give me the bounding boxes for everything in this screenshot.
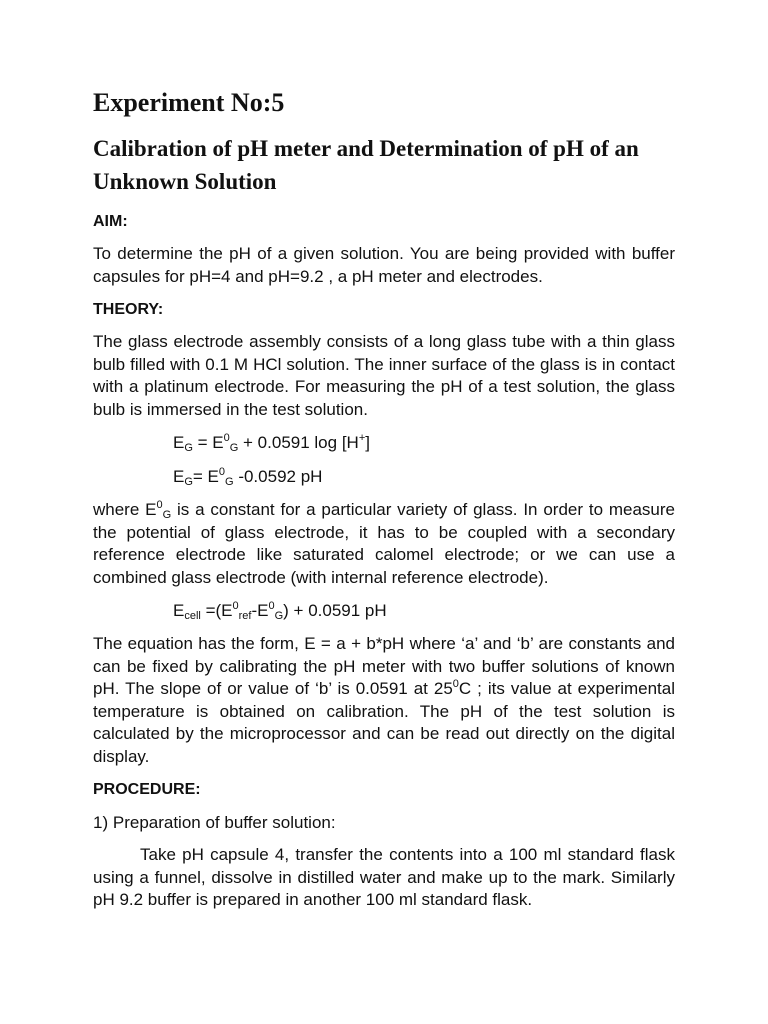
- eq1-sup: +: [358, 432, 366, 444]
- eq1-term: = E: [192, 433, 224, 452]
- eq3-sup: 0: [268, 600, 275, 612]
- para3-sup: 0: [452, 678, 459, 690]
- para2-sub: G: [162, 509, 172, 521]
- procedure-heading: PROCEDURE:: [93, 781, 201, 798]
- eq3-sup: 0: [232, 600, 239, 612]
- equation-2: [173, 465, 675, 488]
- eq3-term: E: [173, 601, 185, 620]
- eq2-term: -0.0592 pH: [233, 467, 323, 486]
- aim-paragraph: To determine the pH of a given solution. You are being provided with buffer capsules for pH=4 and pH=9.2 , a pH meter and electrodes.: [93, 244, 675, 286]
- eq1-term: E: [173, 433, 185, 452]
- eq1-sub: G: [184, 442, 193, 454]
- eq2-sup: 0: [218, 466, 226, 478]
- procedure-step-1: [93, 811, 675, 834]
- para2-text: where E: [93, 500, 157, 519]
- theory-heading: THEORY:: [93, 301, 164, 318]
- eq2-sub: G: [225, 476, 234, 488]
- para2-text: is a constant for a particular variety of glass. In order to measure the potential of glass electrode, it has to be coupled with a secondary reference electrode like saturated calomel electrode; or we can use a combined glass electrode (with internal reference electrode).: [93, 500, 675, 587]
- theory-paragraph-1: The glass electrode assembly consists of a long glass tube with a thin glass bulb filled with 0.1 M HCl solution. The inner surface of the glass is in contact with a platinum electrode. For measuring the pH of a test solution, the glass bulb is immersed in the test solution.: [93, 332, 675, 419]
- eq1-term: + 0.0591 log [H: [238, 433, 359, 452]
- aim-heading: AIM:: [93, 213, 128, 230]
- document-page: [93, 82, 675, 922]
- eq3-term: =(E: [200, 601, 233, 620]
- eq3-sub: G: [274, 610, 284, 622]
- page-title: Experiment No:5: [93, 88, 285, 117]
- eq1-sub: G: [229, 442, 239, 454]
- eq3-sub: cell: [184, 610, 201, 622]
- eq2-term: E: [173, 467, 185, 486]
- equation-3: [173, 599, 675, 622]
- para3-text: C ; its value at experimental temperature is obtained on calibration. The pH of the test solution is calculated by the microprocessor and can be read out directly on the digital display.: [93, 679, 676, 766]
- eq3-term: ) + 0.0591 pH: [283, 601, 387, 620]
- eq2-term: = E: [192, 467, 219, 486]
- eq3-term: -E: [251, 601, 269, 620]
- eq3-sub: ref: [238, 610, 252, 622]
- step-number: 1): [93, 813, 109, 832]
- para2-sup: 0: [156, 499, 163, 511]
- step-title: Preparation of buffer solution:: [112, 813, 336, 832]
- procedure-step-1-text: Take pH capsule 4, transfer the contents into a 100 ml standard flask using a funnel, dissolve in distilled water and make up to the mark. Similarly pH 9.2 buffer is prepared in another 100 ml standard flask.: [93, 845, 675, 909]
- eq2-sub: G: [184, 476, 193, 488]
- eq1-sup: 0: [223, 432, 230, 444]
- para3-text: The equation has the form, E = a + b*pH where ‘a’ and ‘b’ are constants and can be fixed by calibrating the pH meter with two buffer solutions of known pH. The slope of or value of ‘b’ is 0.0591 at 25: [93, 634, 675, 698]
- equation-1: [173, 431, 675, 454]
- theory-paragraph-2: [93, 499, 675, 589]
- theory-paragraph-3: [93, 633, 675, 768]
- eq1-term: ]: [365, 433, 370, 452]
- page-subtitle: Calibration of pH meter and Determination of pH of an Unknown Solution: [93, 136, 639, 194]
